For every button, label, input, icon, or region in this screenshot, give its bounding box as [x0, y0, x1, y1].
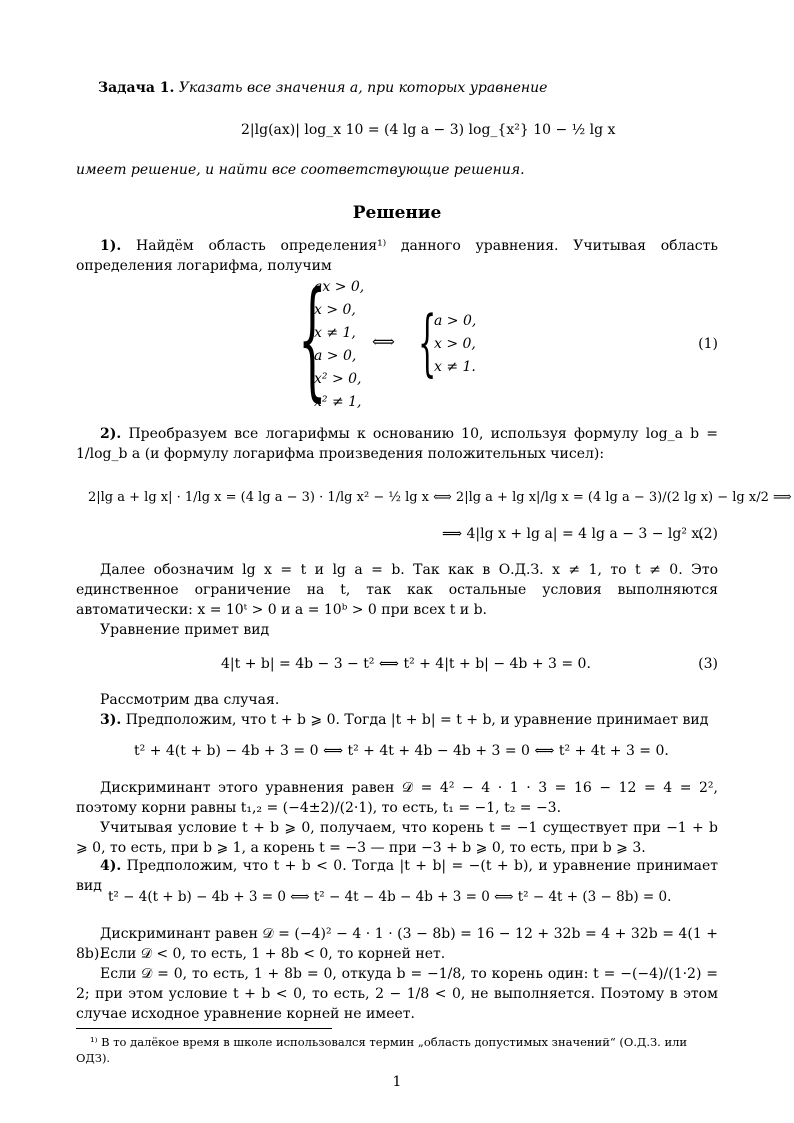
- step2-paragraph: [76, 424, 718, 464]
- system-right-line: a > 0,: [434, 313, 477, 329]
- step1-text: Найдём область определения¹⁾ данного уравнения. Учитывая область определения логарифма, получим: [76, 238, 718, 274]
- problem-equation-text: 2|lg(ax)| log_x 10 = (4 lg a − 3) log_{x²} 10 − ½ lg x: [241, 122, 616, 138]
- system-left-line: ax > 0,: [314, 279, 365, 295]
- page-number: 1: [392, 1074, 402, 1090]
- system-left-line: x > 0,: [314, 302, 356, 318]
- substitution-paragraph: Далее обозначим lg x = t и lg a = b. Так как в О.Д.З. x ≠ 1, то t ≠ 0. Это единственное ограничение на t, так как остальные условия выполняются автоматически: x = 10ᵗ > 0 и a = 10ᵇ > 0 при всех t и b.: [76, 562, 718, 618]
- step4-equation: t² − 4(t + b) − 4b + 3 = 0 ⟺ t² − 4t − 4b − 4b + 3 = 0 ⟺ t² − 4t + (3 − 8b) = 0.: [108, 889, 672, 905]
- step4-case-zero: Если 𝒟 = 0, то есть, 1 + 8b = 0, откуда b = −1/8, то корень один: t = −(−4)/(1·2) = 2; при этом условие t + b < 0, то есть, 2 − 1/8 < 0, не выполняется. Поэтому в этом случае исходное уравнение корней не имеет.: [76, 966, 718, 1022]
- system-left-line: a > 0,: [314, 348, 357, 364]
- step4-discriminant: Дискриминант равен 𝒟 = (−4)² − 4 · 1 · (3 − 8b) = 16 − 12 + 32b = 4 + 32b = 4(1 + 8b).: [76, 926, 718, 962]
- step3-text: Предположим, что t + b ⩾ 0. Тогда |t + b| = t + b, и уравнение принимает вид: [125, 712, 709, 728]
- step3-label: 3).: [100, 712, 122, 728]
- step2-equation-line2: ⟹ 4|lg x + lg a| = 4 lg a − 3 − lg² x.: [442, 526, 704, 542]
- step2-label: 2).: [100, 426, 122, 442]
- step4-text: Предположим, что t + b < 0. Тогда |t + b| = −(t + b), и уравнение принимает вид: [76, 858, 719, 894]
- system-right: [434, 310, 476, 379]
- left-brace: {: [298, 265, 327, 414]
- equation-intro: Уравнение примет вид: [100, 622, 270, 638]
- step2-equation-line1: 2|lg a + lg x| · 1/lg x = (4 lg a − 3) · 1/lg x² − ½ lg x ⟺ 2|lg a + lg x|/lg x = (4 lg a − 3)/(2 lg x) − lg x/2 ⟹: [88, 490, 792, 505]
- right-brace: {: [418, 300, 437, 384]
- step1-paragraph: [76, 236, 718, 276]
- system-left-line: x² ≠ 1,: [314, 394, 362, 410]
- problem-statement: [98, 78, 547, 98]
- equation-number-2: (2): [698, 526, 718, 542]
- system-left: [314, 276, 364, 414]
- step3-paragraph: [76, 710, 718, 730]
- footnote-rule: [76, 1028, 332, 1029]
- footnote: ¹⁾ В то далёкое время в школе использовался термин „область допустимых значений“ (О.Д.З. или ОДЗ).: [76, 1035, 688, 1065]
- step2-text: Преобразуем все логарифмы к основанию 10, используя формулу log_a b = 1/log_b a (и формулу логарифма произведения положительных чисел):: [76, 426, 718, 462]
- step3-discriminant: Дискриминант этого уравнения равен 𝒟 = 4² − 4 · 1 · 3 = 16 − 12 = 4 = 2², поэтому корни равны t₁,₂ = (−4±2)/(2·1), то есть, t₁ = −1, t₂ = −3.: [76, 780, 718, 816]
- problem-equation: [241, 120, 615, 140]
- step3-equation: t² + 4(t + b) − 4b + 3 = 0 ⟺ t² + 4t + 4b − 4b + 3 = 0 ⟺ t² + 4t + 3 = 0.: [134, 743, 669, 759]
- solution-title: Решение: [352, 203, 442, 223]
- equation-number-3: (3): [698, 656, 718, 672]
- problem-statement-cont: имеет решение, и найти все соответствующие решения.: [76, 162, 525, 178]
- problem-label: Задача 1.: [98, 80, 175, 96]
- step4-case-negative: Если 𝒟 < 0, то есть, 1 + 8b < 0, то корней нет.: [100, 946, 446, 962]
- system-left-line: x ≠ 1,: [314, 325, 356, 341]
- equation-number-1: (1): [698, 336, 718, 352]
- two-cases-text: Рассмотрим два случая.: [100, 692, 280, 708]
- system-right-line: x > 0,: [434, 336, 476, 352]
- problem-text: Указать все значения a, при которых уравнение: [178, 80, 548, 96]
- step1-label: 1).: [100, 238, 122, 254]
- step3-condition: Учитывая условие t + b ⩾ 0, получаем, что корень t = −1 существует при −1 + b ⩾ 0, то есть, при b ⩾ 1, а корень t = −3 — при −3 + b ⩾ 0, то есть, при b ⩾ 3.: [76, 820, 718, 856]
- system-left-line: x² > 0,: [314, 371, 362, 387]
- step4-label: 4).: [100, 858, 122, 874]
- system-right-line: x ≠ 1.: [434, 359, 476, 375]
- equivalence-arrow: ⟺: [372, 332, 395, 351]
- equation-3: 4|t + b| = 4b − 3 − t² ⟺ t² + 4|t + b| − 4b + 3 = 0.: [221, 656, 591, 672]
